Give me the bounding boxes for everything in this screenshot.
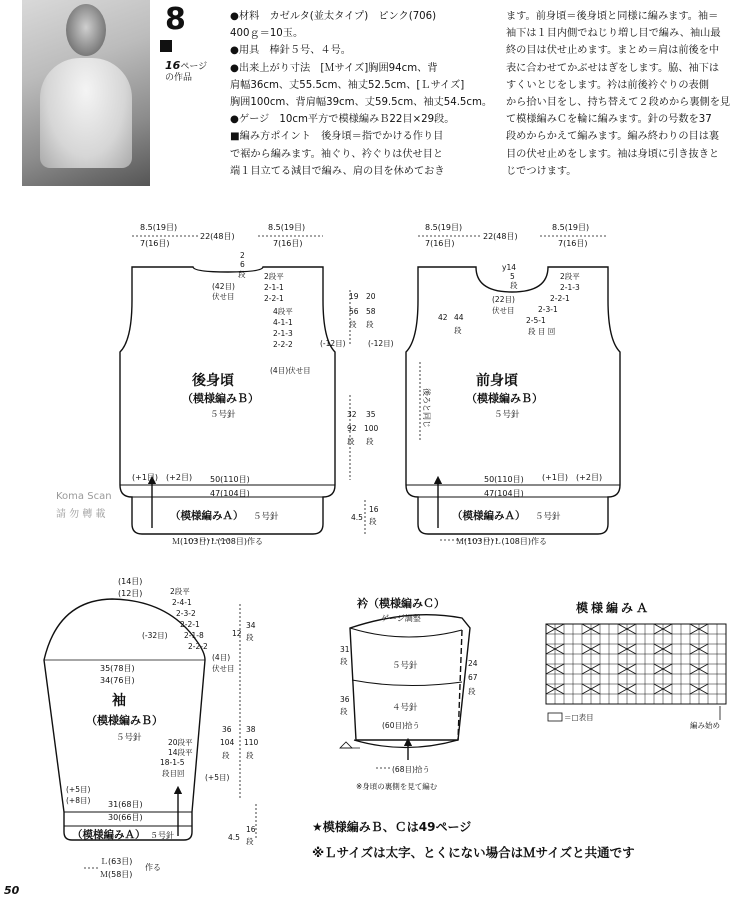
text-line: 表に合わせてかぶせはぎをします。脇、袖下は bbox=[506, 62, 720, 74]
text-line: 肩幅36cm、丈55.5cm、袖丈52.5cm、[Ｌサイズ] bbox=[230, 79, 465, 91]
front-top-left-width: 8.5(19目) bbox=[425, 223, 463, 232]
text-line: て模様編みＣを輪に編みます。針の号数を37 bbox=[506, 114, 712, 126]
back-armhole-unit-l: 段 bbox=[366, 320, 374, 329]
back-armhole-unit: 段 bbox=[349, 320, 357, 329]
text-line: ます。前身頃＝後身頃と同様に編みます。袖＝ bbox=[506, 11, 719, 22]
back-neck-bind: (42目) bbox=[212, 282, 235, 291]
back-arm-dec: 4段平 bbox=[273, 307, 293, 316]
back-armhole-h: 19 bbox=[349, 292, 359, 301]
collar-top-h: 31 bbox=[340, 645, 350, 654]
sleeve-body-h-l: 38 bbox=[246, 725, 256, 734]
collar-right-unit: 段 bbox=[468, 687, 476, 696]
collar-bot-h: 36 bbox=[340, 695, 350, 704]
front-top-right-width: 8.5(19目) bbox=[552, 223, 590, 232]
text-line: ■編み方ポイント 後身頃＝指でかける作り目 bbox=[230, 131, 444, 143]
sleeve-cap-dec: 2段平 bbox=[170, 587, 190, 596]
sleeve-inc: 18-1-5 bbox=[160, 758, 185, 767]
text-line: 目の伏せ止めをします。袖は身頃に引き抜きと bbox=[506, 148, 720, 160]
front-neck-dec: 2段平 bbox=[560, 272, 580, 281]
text-line: ●用具 棒針５号、４号。 bbox=[230, 45, 351, 57]
sleeve-cap-unit: 段 bbox=[246, 633, 254, 642]
sleeve-top-m: (12目) bbox=[118, 589, 143, 598]
front-neck-bind-label: 伏せ目 bbox=[492, 306, 515, 315]
sleeve-title: 袖 bbox=[112, 693, 126, 709]
back-neck-rows-3: 段 bbox=[238, 270, 246, 279]
sleeve-hem-width-m: 30(66目) bbox=[108, 813, 143, 822]
front-neck-v-unit: 段 bbox=[510, 281, 518, 290]
sleeve-body-rows-l: 110 bbox=[244, 738, 259, 747]
front-width-l: 50(110目) bbox=[484, 475, 524, 484]
sleeve-inc: 20段平 bbox=[168, 738, 193, 747]
collar-pickup-1: (60目)拾う bbox=[382, 721, 420, 730]
front-neck-dec: 2-2-1 bbox=[550, 294, 570, 303]
sleeve-rib-needle: ５号針 bbox=[150, 831, 174, 840]
back-side-dec: (-12目) bbox=[320, 339, 346, 348]
front-neck-v: y14 bbox=[502, 263, 516, 272]
back-armhole-rows-l: 58 bbox=[366, 307, 376, 316]
front-pattern: （模様編みＢ） bbox=[466, 392, 543, 405]
back-body-diagram bbox=[120, 223, 394, 546]
pattern-number: 8 bbox=[165, 2, 186, 37]
sleeve-cap-bind-label: 伏せ目 bbox=[212, 664, 235, 673]
back-armhole-rows: 56 bbox=[349, 307, 359, 316]
sleeve-body-unit-l: 段 bbox=[246, 751, 254, 760]
collar-bot-unit: 段 bbox=[340, 707, 348, 716]
back-body-rows-l: 100 bbox=[364, 424, 379, 433]
back-rib-needle: ５号針 bbox=[253, 512, 279, 522]
front-neck-dec-units: 段 目 回 bbox=[528, 327, 556, 336]
front-neck-h-unit: 段 bbox=[454, 326, 462, 335]
back-body-unit: 段 bbox=[347, 437, 355, 446]
back-neck-bind-label: 伏せ目 bbox=[212, 292, 235, 301]
front-neck-dec: 2-3-1 bbox=[538, 305, 558, 314]
back-cast-on: Ｍ(103目)Ｌ(108目)作る bbox=[172, 537, 264, 546]
sleeve-cast-on-l: Ｌ(63目) bbox=[100, 857, 133, 866]
sleeve-hem-inc-l: (+5目) bbox=[66, 785, 91, 794]
collar-needle5: ５号針 bbox=[392, 661, 418, 671]
collar-diagram bbox=[340, 596, 478, 791]
back-neck-dec: 2段平 bbox=[264, 272, 284, 281]
pattern-a-start: 編み始め bbox=[690, 721, 720, 730]
back-neck-rows-1: 2 bbox=[240, 251, 245, 260]
sleeve-hem-width-l: 31(68目) bbox=[108, 800, 143, 809]
sleeve-body-unit: 段 bbox=[222, 751, 230, 760]
back-rib-rows: 16 bbox=[369, 505, 379, 514]
back-neck-dec: 2-1-1 bbox=[264, 283, 284, 292]
back-needle: ５号針 bbox=[210, 410, 236, 420]
sleeve-rib-rows-unit: 段 bbox=[246, 837, 254, 846]
text-line: ●材料 カゼルタ(並太タイプ) ピンク(706) bbox=[230, 11, 437, 22]
back-width-l: 50(110目) bbox=[210, 475, 250, 484]
sleeve-cap-side: (-32目) bbox=[142, 631, 168, 640]
text-line: ●出来上がり寸法 [Ｍサイズ]胸囲94cm、背 bbox=[230, 62, 438, 74]
back-top-left-width: 8.5(19目) bbox=[140, 223, 178, 232]
back-neck-rows-2: 6 bbox=[240, 260, 245, 269]
back-top-right-width2: 7(16目) bbox=[273, 239, 303, 248]
page-reference: 16ページ の作品 bbox=[165, 59, 208, 83]
sleeve-top-l: (14目) bbox=[118, 577, 143, 586]
sleeve-hem-inc-m: (+8目) bbox=[66, 796, 91, 805]
text-line: から拾い目をし、持ち替えて２段めから裏側を見 bbox=[506, 97, 731, 109]
text-line: 終の目は伏せ止めます。まとめ＝肩は前後を中 bbox=[506, 45, 720, 57]
text-line: 袖下は１目内側でねじり増し目で編み、袖山最 bbox=[506, 28, 721, 40]
pattern-a-chart bbox=[546, 600, 726, 730]
text-line: 400ｇ＝10玉。 bbox=[230, 28, 304, 40]
front-rib-needle: ５号針 bbox=[535, 512, 561, 522]
front-neck-h-l: 44 bbox=[454, 313, 464, 322]
sleeve-body-rows: 104 bbox=[220, 738, 235, 747]
sleeve-cap-h: 12 bbox=[232, 629, 242, 638]
back-title: 後身頃 bbox=[192, 373, 234, 389]
collar-right-h: 24 bbox=[468, 659, 478, 668]
front-top-right-width2: 7(16目) bbox=[558, 239, 588, 248]
front-needle: ５号針 bbox=[494, 410, 520, 420]
sleeve-body-h: 36 bbox=[222, 725, 232, 734]
back-arm-dec: 2-1-3 bbox=[273, 329, 293, 338]
front-width-m: 47(104目) bbox=[484, 489, 524, 498]
sleeve-inc-units: 段目回 bbox=[162, 769, 185, 778]
sleeve-rib-rows: 16 bbox=[246, 825, 256, 834]
sleeve-cast-on-label: 作る bbox=[145, 863, 161, 872]
text-line: で裾から編みます。袖ぐり、衿ぐりは伏せ目と bbox=[230, 148, 444, 160]
sleeve-cast-on-m: Ｍ(58目) bbox=[100, 870, 133, 879]
front-side-dec-left: (-12目) bbox=[368, 339, 394, 348]
collar-needle4: ４号針 bbox=[392, 703, 418, 713]
sleeve-width-m: 34(76目) bbox=[100, 676, 135, 685]
sleeve-needle: ５号針 bbox=[116, 733, 142, 743]
collar-note: ※身頃の裏側を見て編む bbox=[356, 782, 438, 791]
back-arm-bind: (4目)伏せ目 bbox=[270, 366, 311, 375]
back-body-rows: 92 bbox=[347, 424, 357, 433]
back-neck-dec: 2-2-1 bbox=[264, 294, 284, 303]
front-body-diagram bbox=[406, 223, 620, 546]
watermark: Koma Scan 請 勿 轉 載 bbox=[56, 491, 112, 520]
sleeve-rib: （模様編みＡ） bbox=[72, 829, 146, 841]
sleeve-diagram bbox=[44, 577, 259, 879]
legend-box bbox=[548, 713, 562, 721]
sleeve-cap-dec: 2-2-1 bbox=[180, 620, 200, 629]
back-armhole-h-l: 20 bbox=[366, 292, 376, 301]
sleeve-rib-height: 4.5 bbox=[228, 833, 240, 842]
back-arm-dec: 4-1-1 bbox=[273, 318, 293, 327]
back-arm-dec: 2-2-2 bbox=[273, 340, 293, 349]
note-star: ★模様編みＢ、Ｃは49ページ bbox=[312, 820, 472, 834]
back-rib-rows-unit: 段 bbox=[369, 517, 377, 526]
text-line: 段めからかえて編みます。編み終わりの目は裏 bbox=[506, 131, 720, 143]
back-rib: （模様編みＡ） bbox=[170, 510, 244, 522]
sleeve-cap-rows: 34 bbox=[246, 621, 256, 630]
back-rib-height: 4.5 bbox=[351, 513, 363, 522]
front-neck-bind: (22目) bbox=[492, 295, 515, 304]
back-hem-increase: (+1目) (+2目) bbox=[132, 473, 193, 482]
collar-title: 衿（模様編みＣ） bbox=[357, 597, 445, 610]
text-line: じでつけます。 bbox=[506, 165, 577, 177]
front-neck-dec: 2-5-1 bbox=[526, 316, 546, 325]
collar-gauge: ゲージ調整 bbox=[381, 614, 421, 623]
back-width-m: 47(104目) bbox=[210, 489, 250, 498]
front-cast-on: Ｍ(103目)Ｌ(108目)作る bbox=[456, 537, 548, 546]
front-rib: （模様編みＡ） bbox=[452, 510, 526, 522]
sleeve-cap-dec: 2-1-8 bbox=[184, 631, 204, 640]
sleeve-inc-label: (+5目) bbox=[205, 773, 230, 782]
back-top-left-width2: 7(16目) bbox=[140, 239, 170, 248]
text-line: 胸囲100cm、背肩幅39cm、丈59.5cm、袖丈54.5cm。 bbox=[230, 97, 493, 109]
collar-top-unit: 段 bbox=[340, 657, 348, 666]
sleeve-cap-dec: 2-3-2 bbox=[176, 609, 196, 618]
back-neck-width: 22(48目) bbox=[200, 232, 235, 241]
text-line: すくいとじをします。衿は前後衿ぐりの表側 bbox=[506, 79, 709, 91]
front-neck-width: 22(48目) bbox=[483, 232, 518, 241]
sleeve-pattern: （模様編みＢ） bbox=[86, 714, 163, 727]
front-neck-v-rows: 5 bbox=[510, 272, 515, 281]
sleeve-cap-bind: (4目) bbox=[212, 653, 231, 662]
front-hem-increase: (+1目) (+2目) bbox=[542, 473, 603, 482]
pattern-a-title: 模様編みＡ bbox=[576, 601, 652, 615]
back-pattern: （模様編みＢ） bbox=[182, 392, 259, 405]
front-top-left-width2: 7(16目) bbox=[425, 239, 455, 248]
front-neck-h: 42 bbox=[438, 313, 448, 322]
page-number: 50 bbox=[4, 884, 20, 897]
sleeve-cap-dec: 2-2-2 bbox=[188, 642, 208, 651]
front-same-as-back: 後ろと同じ bbox=[422, 388, 431, 428]
sleeve-inc: 14段平 bbox=[168, 748, 193, 757]
pattern-a-legend: ＝□表目 bbox=[564, 713, 594, 722]
sleeve-cap-dec: 2-4-1 bbox=[172, 598, 192, 607]
front-title: 前身頃 bbox=[476, 373, 518, 389]
pattern-grid bbox=[546, 624, 726, 704]
text-line: ●ゲージ 10cm平方で模様編みＢ22目×29段。 bbox=[230, 114, 455, 126]
front-neck-dec: 2-1-3 bbox=[560, 283, 580, 292]
sleeve-width-l: 35(78目) bbox=[100, 664, 135, 673]
back-body-h-l: 35 bbox=[366, 410, 376, 419]
text-line: 端１目立てる減目で編み、肩の目を休めておき bbox=[230, 165, 445, 177]
back-body-h: 32 bbox=[347, 410, 357, 419]
note-size: ※Ｌサイズは太字、とくにない場合はＭサイズと共通です bbox=[312, 845, 635, 860]
collar-pickup-2: (68目)拾う bbox=[392, 765, 430, 774]
collar-right-rows: 67 bbox=[468, 673, 478, 682]
back-top-right-width: 8.5(19目) bbox=[268, 223, 306, 232]
back-body-unit-l: 段 bbox=[366, 437, 374, 446]
